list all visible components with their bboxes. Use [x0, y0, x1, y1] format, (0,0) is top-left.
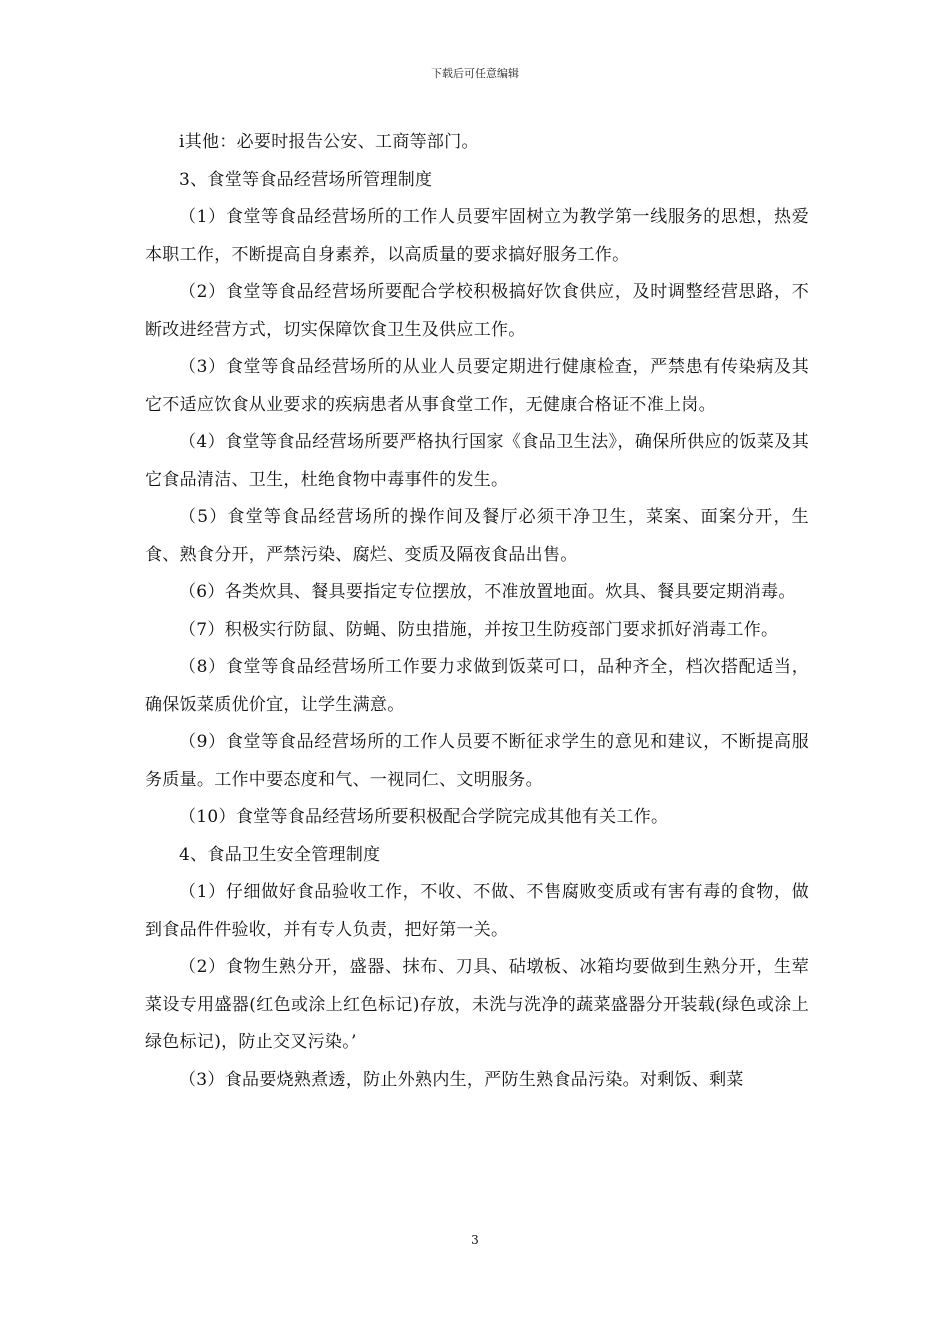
- paragraph: （5）食堂等食品经营场所的操作间及餐厅必须干净卫生，菜案、面案分开，生食、熟食分开，严禁污染、腐烂、变质及隔夜食品出售。: [145, 507, 809, 565]
- paragraph: （2）食物生熟分开，盛器、抹布、刀具、砧墩板、冰箱均要做到生熟分开，生荤菜设专用盛器(红色或涂上红色标记)存放，未洗与洗净的蔬菜盛器分开装载(绿色或涂上绿色标记)，防止交叉污染。’: [145, 957, 809, 1052]
- section-heading: 4、食品卫生安全管理制度: [179, 844, 381, 865]
- paragraph: （3）食堂等食品经营场所的从业人员要定期进行健康检查，严禁患有传染病及其它不适应饮食从业要求的疾病患者从事食堂工作，无健康合格证不准上岗。: [145, 357, 809, 415]
- paragraph: （10）食堂等食品经营场所要积极配合学院完成其他有关工作。: [179, 807, 669, 827]
- paragraph: （1）仔细做好食品验收工作，不收、不做、不售腐败变质或有害有毒的食物，做到食品件件验收，并有专人负责，把好第一关。: [145, 882, 809, 940]
- paragraph: （3）食品要烧熟煮透，防止外熟内生，严防生熟食品污染。对剩饭、剩菜: [179, 1069, 744, 1090]
- section-heading: 3、食堂等食品经营场所管理制度: [179, 169, 433, 190]
- page-number: 3: [471, 1233, 479, 1247]
- paragraph: （7）积极实行防鼠、防蝇、防虫措施，并按卫生防疫部门要求抓好消毒工作。: [179, 619, 779, 640]
- paragraph: （2）食堂等食品经营场所要配合学校积极搞好饮食供应，及时调整经营思路，不断改进经营方式，切实保障饮食卫生及供应工作。: [145, 282, 809, 340]
- paragraph: （1）食堂等食品经营场所的工作人员要牢固树立为教学第一线服务的思想，热爱本职工作，不断提高自身素养，以高质量的要求搞好服务工作。: [145, 207, 809, 265]
- paragraph: （9）食堂等食品经营场所的工作人员要不断征求学生的意见和建议，不断提高服务质量。工作中要态度和气、一视同仁、文明服务。: [145, 732, 809, 790]
- paragraph: （8）食堂等食品经营场所工作要力求做到饭菜可口，品种齐全，档次搭配适当，确保饭菜质优价宜，让学生满意。: [145, 657, 809, 715]
- document-body: [145, 124, 809, 1099]
- paragraph: （4）食堂等食品经营场所要严格执行国家《食品卫生法》，确保所供应的饭菜及其它食品清洁、卫生，杜绝食物中毒事件的发生。: [145, 432, 809, 490]
- page-header: 下载后可任意编辑: [431, 67, 519, 80]
- paragraph: （6）各类炊具、餐具要指定专位摆放，不准放置地面。炊具、餐具要定期消毒。: [179, 582, 796, 602]
- paragraph: i其他：必要时报告公安、工商等部门。: [179, 132, 479, 152]
